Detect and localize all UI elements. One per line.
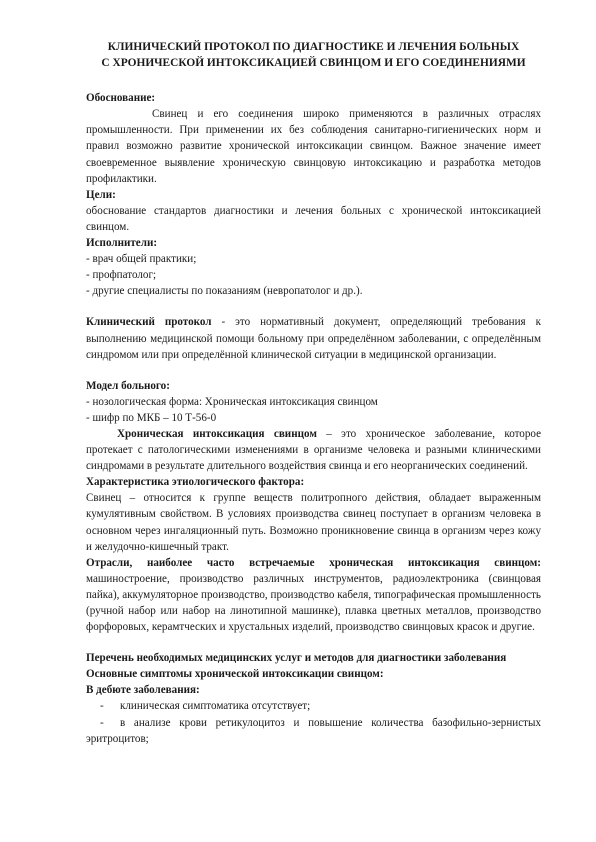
disease-term: Хроническая интоксикация свинцом xyxy=(117,427,317,440)
list-dash: - xyxy=(100,716,104,729)
symptoms-heading: Основные симптомы хронической интоксикации свинцом: xyxy=(86,668,384,681)
etiology-heading: Характеристика этиологического фактора: xyxy=(86,476,305,489)
disease-text: – это хроническое заболевание, которое протекает с патологическими изменениями в организме человека и разными клиническими синдромами в результате длительного воздействия свинца и его неорганических соединений. xyxy=(86,427,541,473)
justification-heading: Обоснование: xyxy=(86,92,156,105)
industries-heading: Отрасли, наиболее часто встречаемые хроническая интоксикация свинцом: xyxy=(86,556,541,569)
goals-text: обоснование стандартов диагностики и лечения больных с хронической интоксикацией свинцом. xyxy=(86,204,541,233)
disease-definition xyxy=(86,426,541,474)
patient-model-item: - нозологическая форма: Хроническая интоксикация свинцом xyxy=(86,395,378,408)
title-line-2: С ХРОНИЧЕСКОЙ ИНТОКСИКАЦИЕЙ СВИНЦОМ И ЕГО СОЕДИНЕНИЯМИ xyxy=(101,56,526,69)
onset-heading: В дебюте заболевания: xyxy=(86,684,200,697)
list-dash: - xyxy=(100,700,104,713)
performer-item: - другие специалисты по показаниям (невропатолог и др.). xyxy=(86,285,363,298)
industries-text: машиностроение, производство различных инструментов, радиоэлектроника (свинцовая пайка), аккумуляторное производство, производство кабеля, типографическая промышленность (ручной набор или набор на линотипной машинке), плавка цветных металлов, производство форфоровых, керамтческих и хрустальных изделий, производство свинцовых красок и другие. xyxy=(86,572,541,634)
document-page xyxy=(86,40,541,747)
performer-item: - врач общей практики; xyxy=(86,253,197,266)
symptom-item xyxy=(86,698,541,714)
services-heading: Перечень необходимых медицинских услуг и методов для диагностики заболевания xyxy=(86,652,507,665)
goals-heading: Цели: xyxy=(86,188,116,201)
industries-paragraph xyxy=(86,555,541,635)
justification-text: Свинец и его соединения широко применяются в различных отраслях промышленности. При применении их без соблюдения санитарно-гигиенических норм и правил возможно развитие хронической интоксикации свинцом. Важное значение имеет своевременное выявление хроническую свинцовую интоксикацию и разработка методов профилактики. xyxy=(86,108,541,185)
symptom-item-text: клиническая симптоматика отсутствует; xyxy=(120,700,311,713)
symptom-item xyxy=(86,715,541,747)
performer-item: - профпатолог; xyxy=(86,269,157,282)
patient-model-heading: Модел больного: xyxy=(86,379,170,392)
title-line-1: КЛИНИЧЕСКИЙ ПРОТОКОЛ ПО ДИАГНОСТИКЕ И ЛЕЧЕНИЯ БОЛЬНЫХ xyxy=(107,41,520,53)
document-title xyxy=(86,40,541,71)
protocol-text: - это нормативный документ, определяющий требования к выполнению медицинской помощи больному при определённом заболевании, с определённым синдромом или при определённой клинической ситуации в медицинской организации. xyxy=(86,316,541,361)
etiology-text: Свинец – относится к группе веществ политропного действия, обладает выраженным кумулятивным свойством. В условиях производства свинец поступает в организм человека в основном через ингаляционный путь. Возможно проникновение свинца в организм через кожу и желудочно-кишечный тракт. xyxy=(86,492,541,553)
symptom-item-text: в анализе крови ретикулоцитоз и повышение количества базофильно-зернистых эритроцитов; xyxy=(86,716,541,745)
protocol-term: Клинический протокол xyxy=(86,316,212,329)
protocol-definition xyxy=(86,314,541,362)
performers-heading: Исполнители: xyxy=(86,237,158,250)
patient-model-item: - шифр по МКБ – 10 Т-56-0 xyxy=(86,411,217,424)
